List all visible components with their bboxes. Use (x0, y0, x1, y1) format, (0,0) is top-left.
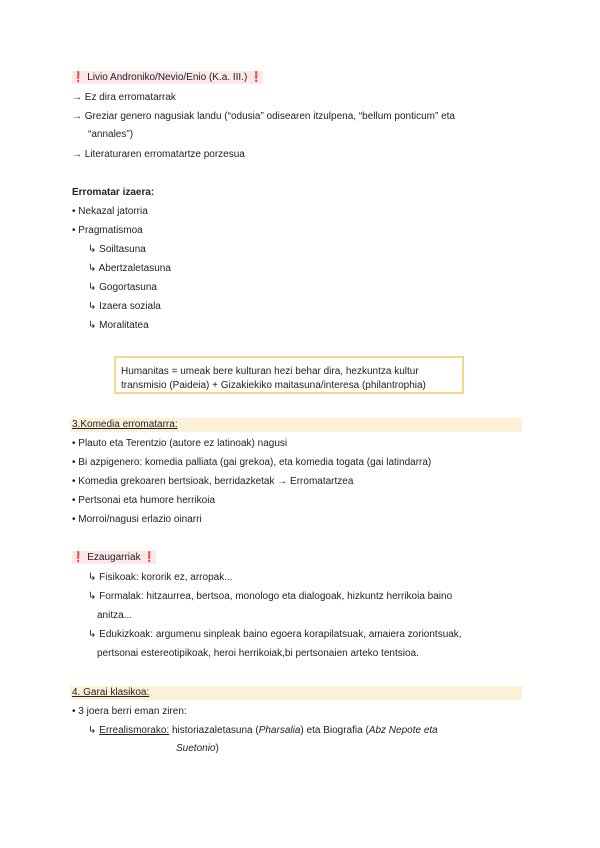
section2-subitem: ↳ Abertzaletasuna (88, 263, 171, 274)
callout-line: transmisio (Paideia) + Gizakiekiko maitasuna/interesa (philantrophia) (121, 380, 426, 391)
exclamation-icon: ❗ (72, 72, 85, 83)
section2-subitem: ↳ Moralitatea (88, 320, 149, 331)
callout-line: Humanitas = umeak bere kulturan hezi behar dira, hezkuntza kultur (121, 366, 419, 377)
section3-bullet: • Morroi/nagusi erlazio oinarri (72, 514, 202, 525)
section2-bullet: • Nekazal jatorria (72, 206, 148, 217)
section3-bullet: • Plauto eta Terentzio (autore ez latinoak) nagusi (72, 438, 288, 449)
humanitas-callout (114, 356, 464, 394)
section2-title: Erromatar izaera: (72, 187, 155, 198)
work-title: Pharsalia (258, 725, 301, 736)
section5-subitem (88, 724, 438, 738)
section1-item: “annales”) (88, 129, 134, 140)
section3-title: 3.Komedia erromatarra: (72, 419, 178, 430)
errealismorako-link[interactable]: Errealismorako: (99, 725, 170, 736)
section4-item: ↳ Formalak: hitzaurrea, bertsoa, monologo eta dialogoak, hizkuntz herrikoia baino (88, 591, 453, 602)
exclamation-icon: ❗ (143, 552, 156, 563)
exclamation-icon: ❗ (250, 72, 263, 83)
section4-title (72, 551, 156, 565)
section4-item: pertsonai estereotipikoak, heroi herrikoiak,bi pertsonaien arteko tentsioa. (97, 648, 419, 659)
section1-title (72, 71, 263, 85)
section2-subitem: ↳ Izaera soziala (88, 301, 161, 312)
section2-bullet: • Pragmatismoa (72, 225, 143, 236)
text-fragment: historiazaletasuna ( (169, 725, 259, 736)
section4-title-text: Ezaugarriak (87, 552, 141, 563)
section5-subitem-cont (176, 742, 219, 756)
section1-item: → Literaturaren erromatartze porzesua (72, 149, 245, 160)
section4-item: ↳ Edukizkoak: argumenu sinpleak baino egoera korapilatsuak, amaiera zoriontsuak, (88, 629, 462, 640)
section2-subitem: ↳ Gogortasuna (88, 282, 157, 293)
section2-subitem: ↳ Soiltasuna (88, 244, 146, 255)
text-fragment: ) (215, 743, 219, 754)
section3-bullet: • Komedia grekoaren bertsioak, berridazketak → Erromatartzea (72, 476, 354, 487)
section1-item: → Greziar genero nagusiak landu (“odusia” odisearen itzulpena, “bellum ponticum” eta (72, 111, 455, 122)
author-name: Suetonio (176, 743, 216, 754)
section5-bullet: • 3 joera berri eman ziren: (72, 706, 187, 717)
section4-item: anitza... (97, 610, 133, 621)
section1-item: → Ez dira erromatarrak (72, 92, 176, 103)
arrow-icon: ↳ (88, 725, 97, 736)
section3-bullet: • Pertsonai eta humore herrikoia (72, 495, 216, 506)
section1-title-text: Livio Androniko/Nevio/Enio (K.a. III.) (87, 72, 248, 83)
section3-bullet: • Bi azpigenero: komedia palliata (gai grekoa), eta komedia togata (gai latindarra) (72, 457, 432, 468)
exclamation-icon: ❗ (72, 552, 85, 563)
text-fragment: ) eta Biografia ( (300, 725, 369, 736)
author-names: Abz Nepote eta (368, 725, 438, 736)
section4-item: ↳ Fisikoak: kororik ez, arropak... (88, 572, 233, 583)
section5-title: 4. Garai klasikoa: (72, 687, 150, 698)
